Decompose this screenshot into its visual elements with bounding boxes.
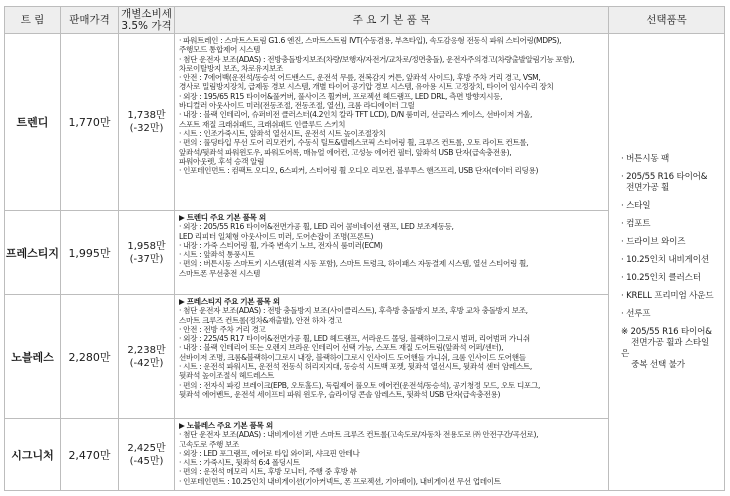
ind-diff: (-37만) <box>129 253 164 265</box>
header-row <box>5 7 725 34</box>
feature-line: · 인포테인먼트 : 컴팩트 오디오, 6스피커, 스티어링 휠 오디오 리모컨, 블루투스 핸즈프리, USB 단자(데이터 리딩용) <box>179 166 539 176</box>
options-note: ※ 205/55 R16 타이어& 전면가공 휠과 스타일은 중복 선택 불가 <box>621 326 712 370</box>
option-item: · 10.25인치 클러스터 <box>621 272 701 283</box>
ind-diff: (-42만) <box>129 357 164 369</box>
ind-price-cell <box>119 34 175 211</box>
feature-line: 스마트폰 무선충전 시스템 <box>179 268 260 278</box>
feature-line: 주행모드 통합제어 시스템 <box>179 45 260 55</box>
feature-line: 파워아웃렛, 후석 승객 알림 <box>179 156 265 166</box>
items-cell <box>175 419 609 491</box>
feature-line: · 시트 : 가죽시트, 뒷좌석 6:4 폴딩시트 <box>179 458 300 468</box>
feature-line: · 내장 : 블랙 인테리어 또는 오렌지 브라운 인테리어 선택 가능, 스포트 재질 도어트림(앞좌석 어퍼/센터), <box>179 343 504 353</box>
header-options: 선택품목 <box>609 7 725 34</box>
feature-line: · 첨단 운전자 보조(ADAS) : 전방 충돌방지 보조(사이클리스트), 후측방 충돌방지 보조, 후방 교차 충돌방지 보조, <box>179 306 528 316</box>
feature-line: · 시트 : 인조가죽시트, 앞좌석 열선시트, 운전석 시트 높이조절장치 <box>179 128 386 138</box>
feature-line: ▶ 프레스티지 주요 기본 품목 외 <box>179 297 280 306</box>
feature-line: · 안전 : 7에어백(운전석/동승석 어드밴스드, 운전석 무릎, 전복감지 커튼, 앞좌석 사이드), 후방 주차 거리 경고, VSM, <box>179 73 541 83</box>
feature-line: · 편의 : 버튼시동 스마트키 시스템(원격 시동 포함), 스마트 트렁크, 하이패스 자동결제 시스템, 열선 스티어링 휠, <box>179 259 529 269</box>
feature-line: · 첨단 운전자 보조(ADAS) : 내비게이션 기반 스마트 크루즈 컨트롤(고속도로/자동차 전용도로 ㈜ 안전구간/곡선로), <box>179 430 539 440</box>
feature-line: 고속도로 주행 보조 <box>179 439 240 449</box>
feature-line: · 시트 : 운전석 파워시트, 운전석 전동식 허리지지대, 동승석 시트백 포켓, 뒷좌석 열선시트, 뒷좌석 센터 암레스트, <box>179 362 532 372</box>
option-item: · 컴포트 <box>621 218 651 229</box>
feature-line: · 외장 : LED 포그램프, 에어로 타입 와이퍼, 샤크핀 안테나 <box>179 448 360 458</box>
trim-name: 프레스티지 <box>5 211 61 295</box>
sale-price: 1,770만 <box>61 34 119 211</box>
header-price: 판매가격 <box>61 7 119 34</box>
header-ind-price <box>119 7 175 34</box>
feature-line: 뒷좌석 에어벤트, 운전석 세이프티 파워 윈도우, 슬라이딩 콘솔 암레스트, 뒷좌석 USB 단자(급속충전용) <box>179 389 501 399</box>
option-item: · 205/55 R16 타이어& 전면가공 휠 <box>621 171 708 193</box>
feature-line: 스마트 크루즈 컨트롤(정차&재출발), 안전 하차 경고 <box>179 315 342 325</box>
feature-line: · 외장 : 225/45 R17 타이어&전면가공 휠, LED 헤드램프, 서라운드 몰딩, 블랙하이그로시 범퍼, 리어범퍼 가니쉬 <box>179 334 530 344</box>
option-item: · 선루프 <box>621 308 651 319</box>
feature-line: 경사로 밀림방지장치, 급제동 경보 시스템, 개별 타이어 공기압 경보 시스템, 유아용 시트 고정장치, 타이어 임시수리 장치 <box>179 82 554 92</box>
feature-line: 앞좌석/뒷좌석 파워윈도우, 파워도어록, 매뉴얼 에어컨, 고성능 에어컨 필터, 앞좌석 USB 단자(급속충전용), <box>179 147 512 157</box>
sale-price: 2,280만 <box>61 295 119 419</box>
feature-line: 차로이탈방지 보조, 차로유지보조 <box>179 63 283 73</box>
feature-line: · 편의 : 풀딩타입 무선 도어 리모컨키, 수동식 틸트&텔레스코픽 스티어링 휠, 크루즈 컨트롤, 오토 라이트 컨트롤, <box>179 138 529 148</box>
feature-line: · 외장 : 205/55 R16 타이어&전면가공 휠, LED 리어 콤비네이션 램프, LED 보조제동등, <box>179 222 454 232</box>
header-ind-price-line2: 3.5% 가격 <box>121 20 172 32</box>
option-item: · 스타일 <box>621 200 651 211</box>
trim-name: 시그니처 <box>5 419 61 491</box>
option-item: · 10.25인치 내비게이션 <box>621 254 709 265</box>
option-item: · 드라이브 와이즈 <box>621 236 686 247</box>
trim-name: 트렌디 <box>5 34 61 211</box>
feature-line: · 편의 : 운전석 메모리 시트, 후방 모니터, 주행 중 후방 뷰 <box>179 467 357 477</box>
ind-price-cell <box>119 295 175 419</box>
header-ind-price-line1: 개별소비세 <box>121 8 172 20</box>
feature-line: 스포트 재질 크래쉬패드, 크래쉬패드 인클루드 스키치 <box>179 119 346 129</box>
items-cell <box>175 211 609 295</box>
feature-line: · 내장 : 가죽 스티어링 휠, 가죽 변속기 노브, 전자식 룸미러(ECM) <box>179 240 383 250</box>
ind-price-cell <box>119 419 175 491</box>
trim-price-table <box>4 6 725 491</box>
option-item: · KRELL 프리미엄 사운드 <box>621 290 714 301</box>
ind-price: 2,238만 <box>127 344 166 356</box>
header-items: 주 요 기 본 품 목 <box>175 7 609 34</box>
feature-line: ▶ 트렌디 주요 기본 품목 외 <box>179 213 266 222</box>
row-trendy <box>5 34 725 211</box>
ind-diff: (-45만) <box>129 455 164 467</box>
feature-line: 뒷좌석 높이조절식 헤드레스트 <box>179 371 274 381</box>
ind-price: 2,425만 <box>127 442 166 454</box>
sale-price: 2,470만 <box>61 419 119 491</box>
header-trim: 트 림 <box>5 7 61 34</box>
ind-price-cell <box>119 211 175 295</box>
feature-line: · 내장 : 블랙 인테리어, 슈퍼비전 클러스터(4.2인치 칼라 TFT LCD), D/N 룸미러, 선글라스 케이스, 선바이저 거울, <box>179 110 533 120</box>
feature-line: 선바이저 조명, 크롬&블랙하이그로시 내장, 블랙하이그로시 인사이드 도어핸들 가니쉬, 크롬 인사이드 도어핸들 <box>179 352 526 362</box>
ind-diff: (-32만) <box>129 123 164 134</box>
feature-line: · 파워트레인 : 스마트스트림 G1.6 엔진, 스마트스트림 IVT(수동겸용, 부츠타입), 속도감응형 전동식 파워 스티어링(MDPS), <box>179 36 562 45</box>
options-cell <box>609 34 725 491</box>
items-cell <box>175 34 609 211</box>
feature-line: · 시트 : 앞좌석 통풍시트 <box>179 250 255 260</box>
feature-line: · 인포테인먼트 : 10.25인치 내비게이션(기아커넥트, 폰 프로젝션, 기아페이), 내비게이션 무선 업데이트 <box>179 476 501 486</box>
feature-line: · 첨단 운전자 보조(ADAS) : 전방충돌방지보조(차량/보행자/자전거/교차로/정면충돌), 운전자주의경고(차량출발알림기능 포함), <box>179 54 575 64</box>
feature-line: · 편의 : 전자식 파킹 브레이크(EPB, 오토홀드), 독립제어 풀오토 에어컨(운전석/동승석), 공기청정 모드, 오토 디포그, <box>179 380 541 390</box>
ind-price: 1,738만 <box>127 110 166 121</box>
items-cell <box>175 295 609 419</box>
ind-price: 1,958만 <box>127 240 166 252</box>
feature-line: ▶ 노블레스 주요 기본 품목 외 <box>179 421 273 430</box>
trim-name: 노블레스 <box>5 295 61 419</box>
feature-line: 바디컬러 아웃사이드 미러(전동조절, 전동조절, 열선), 크롬 라디에이터 그릴 <box>179 101 415 111</box>
feature-line: LED 리피터 일체형 아웃사이드 미러, 도어손잡이 조명(프론트) <box>179 231 374 241</box>
feature-line: · 안전 : 전방 주차 거리 경고 <box>179 324 266 334</box>
sale-price: 1,995만 <box>61 211 119 295</box>
option-item: · 버튼시동 팩 <box>621 153 670 164</box>
feature-line: · 외장 : 195/65 R15 타이어&풀커버, 풀사이즈 휠커버, 프로젝션 헤드램프, LED DRL, 측면 방향지시등, <box>179 91 503 101</box>
